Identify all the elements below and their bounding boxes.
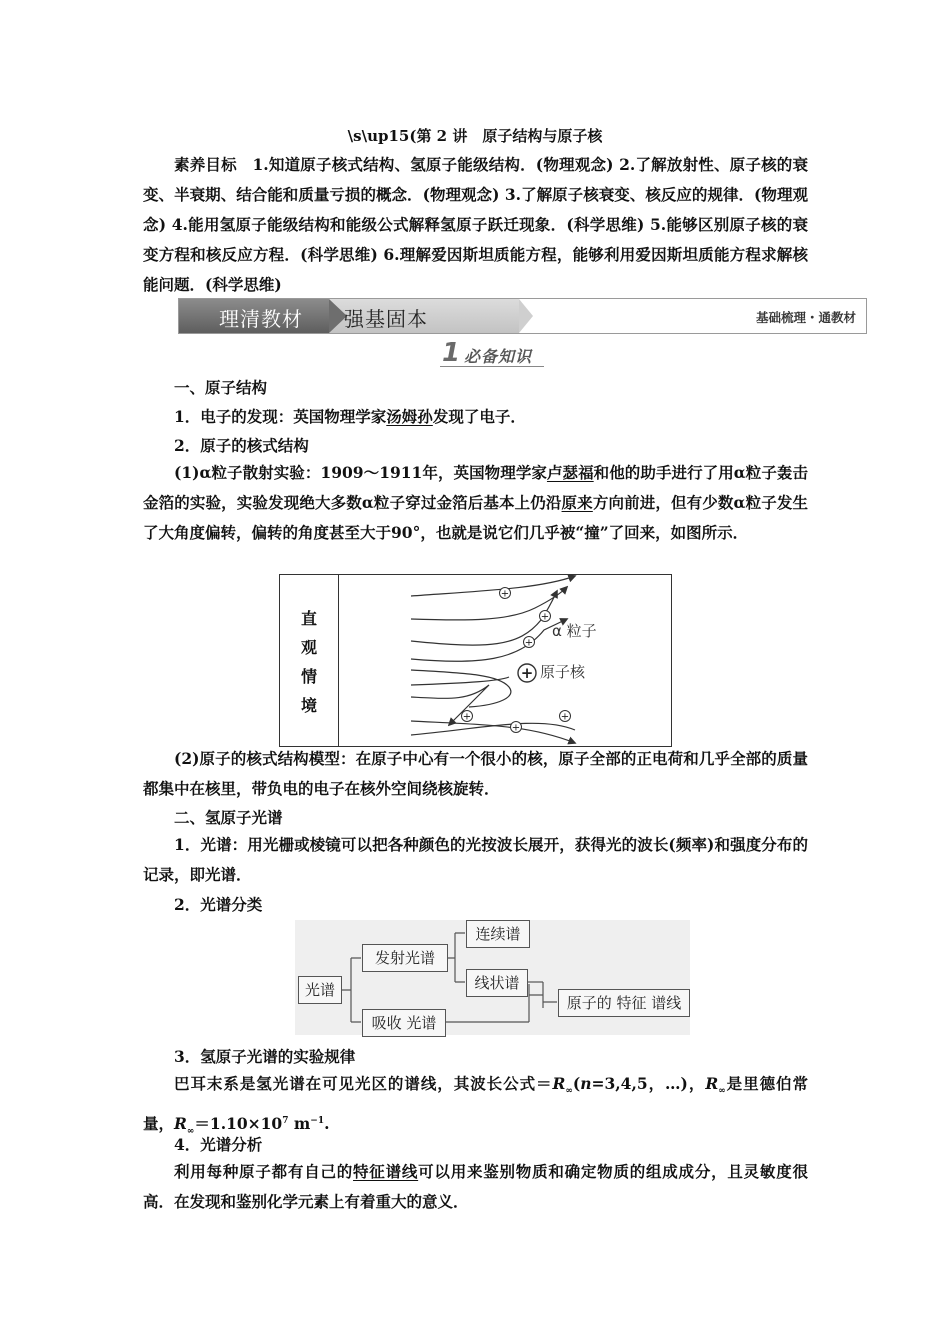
nucleus-plus: + [520, 664, 534, 682]
page-title: \s\up15(第 2 讲 原子结构与原子核 [347, 127, 603, 145]
svg-text:+: + [540, 611, 550, 623]
goals-paragraph [143, 150, 808, 300]
alpha-path-4 [411, 619, 567, 661]
nuclear-model-paragraph: (2)原子的核式结构模型：在原子中心有一个很小的核，原子全部的正电荷和几乎全部的质量都集中在核里，带负电的电子在核外空间绕核旋转． [143, 749, 808, 798]
alpha-path-3 [411, 588, 557, 645]
subheading-number: 1 [442, 338, 461, 368]
goals-text: 1.知道原子核式结构、氢原子能级结构．(物理观念) 2.了解放射性、原子核的衰变、半衰期、结合能和质量亏损的概念．(物理观念) 3.了解原子核衰变、核反应的规律．(物理观念) 4.能用氢原子能级结构和能级公式解释氢原子跃迁现象．(科学思维) 5.能够区别原子核的衰变方程和核反应方程．(科学思维) 6.理解爱因斯坦质能方程，能够利用爱因斯坦质能方程求解核能问题．(科学思维) [143, 155, 808, 294]
alpha-scattering-figure [279, 574, 672, 747]
spectrum-definition: 1．光谱：用光栅或棱镜可以把各种颜色的光按波长展开，获得光的波长(频率)和强度分布的记录，即光谱． [143, 835, 808, 884]
section1-item2: 2．原子的核式结构 [174, 436, 309, 455]
spectrum-root-box: 光谱 [298, 976, 342, 1004]
subheading [440, 340, 544, 367]
nucleus-label: 原子核 [540, 663, 586, 681]
alpha-path-top [411, 576, 575, 596]
name-thomson: 汤姆孙 [386, 407, 433, 426]
figure-side-label: 直 观 情 境 [280, 575, 339, 746]
section2-item3: 3．氢原子光谱的实验规律 [174, 1047, 356, 1066]
section-banner [178, 298, 867, 334]
alpha-path-9 [411, 723, 575, 735]
characteristic-lines-box: 原子的 特征 谱线 [558, 989, 690, 1017]
absorption-spectrum-box: 吸收 光谱 [362, 1009, 446, 1037]
svg-text:+: + [524, 637, 534, 649]
svg-text:+: + [500, 588, 510, 600]
alpha-path-5 [411, 670, 511, 707]
svg-text:+: + [462, 711, 472, 723]
spectrum-classification-figure [295, 920, 690, 1035]
emission-spectrum-box: 发射光谱 [362, 944, 448, 972]
subheading-text: 必备知识 [464, 347, 533, 366]
section2-heading: 二、氢原子光谱 [174, 808, 283, 827]
section2-item4: 4．光谱分析 [174, 1135, 263, 1154]
alpha-path-7 [411, 685, 489, 725]
balmer-paragraph: 巴耳末系是氢光谱在可见光区的谱线，其波长公式$=R_\infty(n=3,4,5$，…)，$R_\infty$是里德伯常量，$R_\infty=1.10\times 10^7$ $m^{-1}$. [143, 1074, 808, 1137]
section1-heading: 一、原子结构 [174, 378, 268, 397]
continuous-spectrum-box: 连续谱 [466, 920, 530, 948]
section2-item2: 2．光谱分类 [174, 895, 263, 914]
alpha-particle-label: α 粒子 [552, 622, 597, 640]
goals-label: 素养目标 [174, 155, 237, 174]
spectral-analysis-paragraph: 利用每种原子都有自己的特征谱线可以用来鉴别物质和确定物质的组成成分，且灵敏度很高．在发现和鉴别化学元素上有着重大的意义． [143, 1162, 808, 1211]
line-spectrum-box: 线状谱 [466, 969, 528, 997]
svg-text:+: + [511, 722, 521, 734]
banner-right-text: 基础梳理・通教材 [755, 310, 856, 325]
banner-left-text: 理清教材 [219, 307, 303, 331]
section1-item1: 1．电子的发现：英国物理学家汤姆孙发现了电子． [174, 407, 526, 426]
scattering-diagram [339, 575, 671, 746]
svg-text:+: + [560, 711, 570, 723]
alpha-experiment-paragraph: (1)α粒子散射实验：1909～1911年，英国物理学家卢瑟福和他的助手进行了用α粒子轰击金箔的实验，实验发现绝大多数α粒子穿过金箔后基本上仍沿原来方向前进，但有少数α粒子发生了大角度偏转，偏转的角度甚至大于90°，也就是说它们几乎被“撞”了回来，如图所示． [143, 463, 808, 542]
banner-middle-text: 强基固本 [344, 307, 428, 331]
